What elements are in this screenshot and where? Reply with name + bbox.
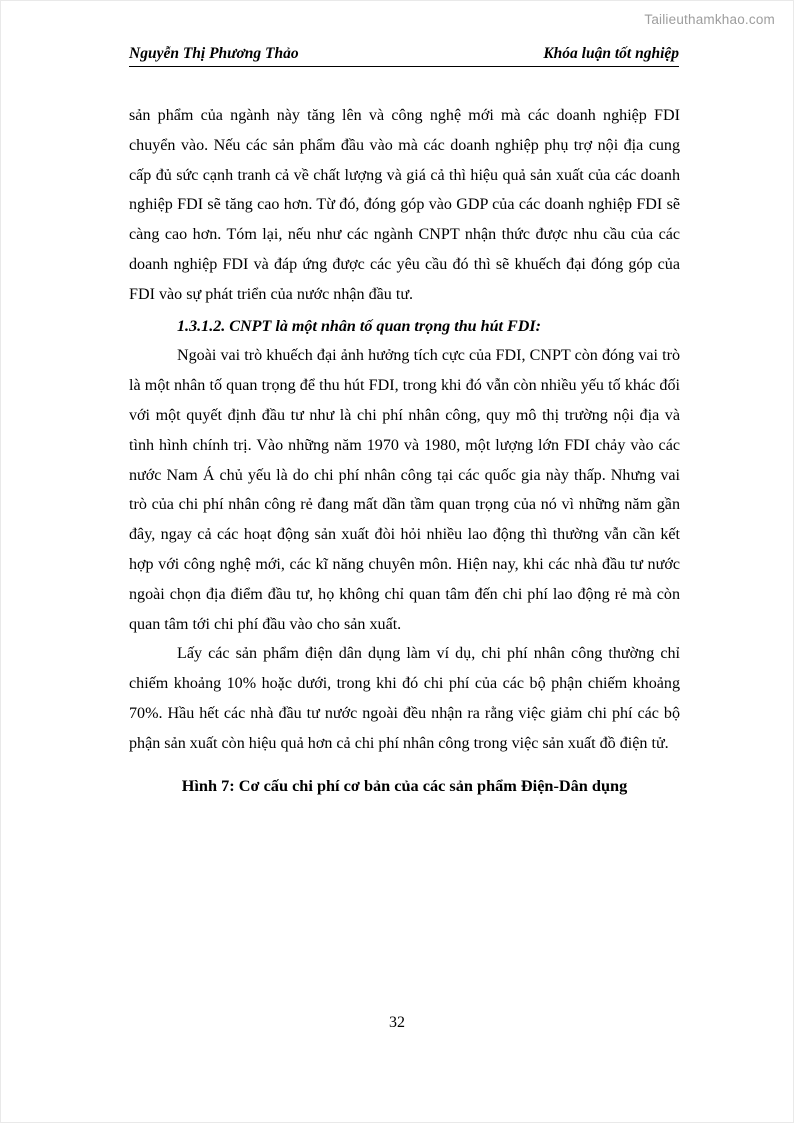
- section-heading-1-3-1-2: 1.3.1.2. CNPT là một nhân tố quan trọng thu hút FDI:: [177, 317, 542, 335]
- paragraph-cnpt-fdi: Ngoài vai trò khuếch đại ảnh hưởng tích cực của FDI, CNPT còn đóng vai trò là một nhân tố quan trọng để thu hút FDI, trong khi đó vẫn còn nhiều yếu tố khác đối với một quyết định đầu tư như là chi phí nhân công, quy mô thị trường nội địa và tình hình chính trị. Vào những năm 1970 và 1980, một lượng lớn FDI chảy vào các nước Nam Á chủ yếu là do chi phí nhân công tại các quốc gia này thấp. Nhưng vai trò của chi phí nhân công rẻ đang mất dần tầm quan trọng của nó vì những năm gần đây, ngay cả các hoạt động sản xuất đòi hỏi nhiều lao động thì thường vẫn cần kết hợp với công nghệ mới, các kĩ năng chuyên môn. Hiện nay, khi các nhà đầu tư nước ngoài chọn địa điểm đầu tư, họ không chỉ quan tâm đến chi phí lao động rẻ mà còn quan tâm tới chi phí đầu vào cho sản xuất.: [129, 347, 680, 633]
- paragraph-electronics-example: Lấy các sản phẩm điện dân dụng làm ví dụ, chi phí nhân công thường chỉ chiếm khoảng 10% hoặc dưới, trong khi đó chi phí của các bộ phận chiếm khoảng 70%. Hầu hết các nhà đầu tư nước ngoài đều nhận ra rằng việc giảm chi phí các bộ phận sản xuất còn hiệu quả hơn cả chi phí nhân công trong việc sản xuất đồ điện tử.: [129, 645, 680, 752]
- paragraph-continued: sản phẩm của ngành này tăng lên và công nghệ mới mà các doanh nghiệp FDI chuyển vào. Nếu các sản phẩm đầu vào mà các doanh nghiệp phụ trợ nội địa cung cấp đủ sức cạnh tranh cả về chất lượng và giá cả thì hiệu quả sản xuất của các doanh nghiệp FDI sẽ tăng cao hơn. Từ đó, đóng góp vào GDP của các doanh nghiệp FDI sẽ càng cao hơn. Tóm lại, nếu như các ngành CNPT nhận thức được nhu cầu của các doanh nghiệp FDI và đáp ứng được các yêu cầu đó thì sẽ khuếch đại đóng góp của FDI vào sự phát triển của nước nhận đầu tư.: [129, 107, 680, 303]
- figure-placeholder-area: [129, 800, 680, 940]
- figure-caption-hinh-7: Hình 7: Cơ cấu chi phí cơ bản của các sản phẩm Điện-Dân dụng: [181, 775, 628, 795]
- header-title: Khóa luận tốt nghiệp: [543, 45, 679, 62]
- page-number: 32: [389, 1014, 405, 1031]
- page-content: [129, 101, 680, 940]
- header-author: Nguyễn Thị Phương Thảo: [129, 45, 299, 62]
- running-header: [129, 45, 679, 67]
- watermark-text: Tailieuthamkhao.com: [644, 12, 775, 27]
